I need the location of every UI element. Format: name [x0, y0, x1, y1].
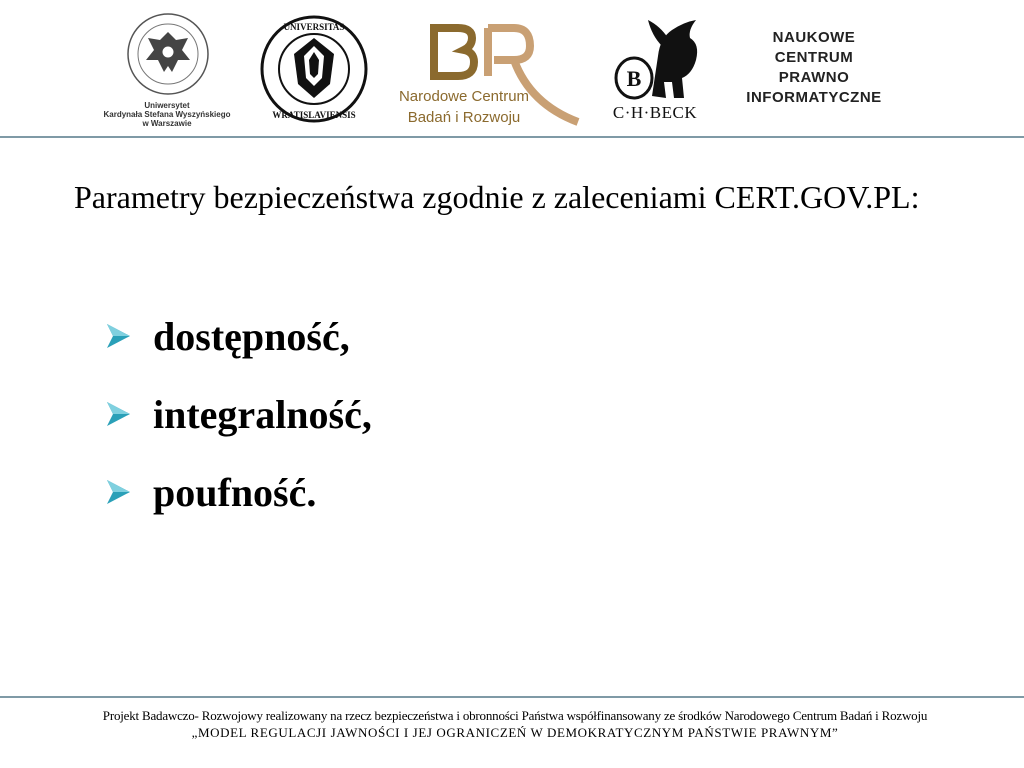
bullet-text: integralność,: [153, 391, 372, 437]
footer: [30, 707, 1000, 741]
uksw-caption: Uniwersytet Kardynała Stefana Wyszyńskiego w Warszawie: [103, 101, 231, 128]
arrow-bullet-icon: [103, 399, 133, 429]
list-item: [103, 297, 372, 375]
ncbr-caption: Narodowe Centrum Badań i Rozwoju: [398, 88, 530, 126]
bullet-text: dostępność,: [153, 313, 350, 359]
footer-divider: [0, 696, 1024, 698]
header-divider: [0, 136, 1024, 138]
svg-text:B: B: [626, 66, 642, 91]
header-logos: [0, 0, 1024, 136]
svg-text:WRATISLAVIENSIS: WRATISLAVIENSIS: [272, 110, 356, 120]
svg-text:UNIVERSITAS: UNIVERSITAS: [283, 22, 345, 32]
ch-beck-caption: C·H·BECK: [612, 103, 698, 122]
wroclaw-university-seal-logo: [260, 14, 368, 124]
ncpi-logo: NAUKOWE CENTRUM PRAWNO INFORMATYCZNE: [746, 29, 882, 106]
slide-intro-text: Parametry bezpieczeństwa zgodnie z zaleceniami CERT.GOV.PL:: [74, 179, 920, 215]
footer-project-line: Projekt Badawczo- Rozwojowy realizowany na rzecz bezpieczeństwa i obronności Państwa współfinansowany ze środków Narodowego Centrum Badań i Rozwoju: [102, 708, 928, 723]
list-item: [103, 453, 372, 531]
list-item: [103, 375, 372, 453]
bullet-list: [103, 297, 372, 531]
arrow-bullet-icon: [103, 477, 133, 507]
arrow-bullet-icon: [103, 321, 133, 351]
ch-beck-griffin-logo: [612, 16, 704, 102]
footer-title-line: „MODEL REGULACJI JAWNOŚCI I JEJ OGRANICZEŃ W DEMOKRATYCZNYM PAŃSTWIE PRAWNYM”: [191, 725, 839, 740]
bullet-text: poufność.: [153, 469, 317, 515]
uksw-crest-logo: [120, 10, 216, 100]
